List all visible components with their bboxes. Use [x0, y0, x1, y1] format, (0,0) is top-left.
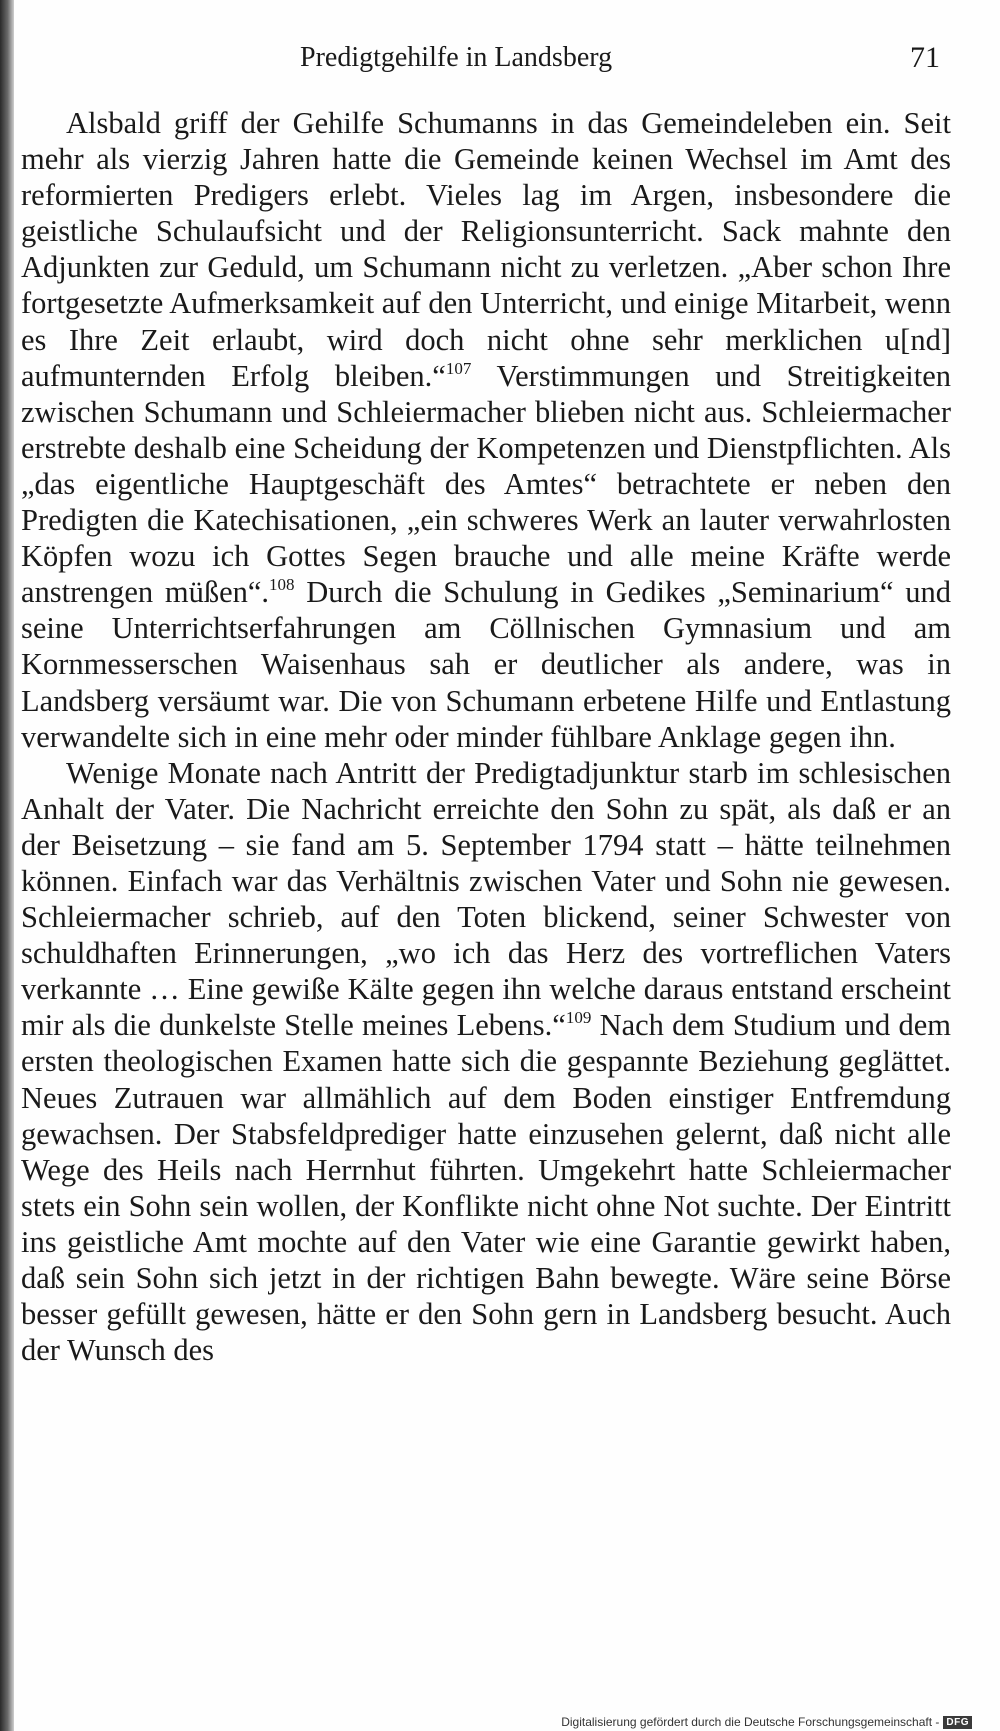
footnote-ref-109[interactable]: 109	[565, 1008, 592, 1028]
paragraph-1	[21, 105, 951, 755]
footer-credit: Digitalisierung gefördert durch die Deutsche Forschungsgemeinschaft -	[561, 1715, 940, 1729]
paragraph-1-part-1: Alsbald griff der Gehilfe Schumanns in das Gemeindeleben ein. Seit mehr als vierzig Jahren hatte die Gemeinde keinen Wechsel im Amt des reformierten Predigers erlebt. Vieles lag im Argen, insbesondere die geistliche Schulaufsicht und der Religionsunterricht. Sack mahnte den Adjunkten zur Geduld, um Schumann nicht zu verletzen. „Aber schon Ihre fortgesetzte Aufmerksamkeit auf den Unterricht, und einige Mitarbeit, wenn es Ihre Zeit erlaubt, wird doch nicht ohne sehr merklichen u[nd] aufmunternden Erfolg bleiben.“	[21, 106, 951, 393]
page-number: 71	[910, 41, 940, 74]
footnote-ref-108[interactable]: 108	[269, 575, 295, 595]
paragraph-1-part-3: Durch die Schulung in Gedikes „Seminarium“ und seine Unterrichtserfahrungen am Cöllnischen Gymnasium und am Kornmesserschen Waisenhaus sah er deutlicher als andere, was in Landsberg versäumt war. Die von Schumann erbetene Hilfe und Entlastung verwandelte sich in eine mehr oder minder fühlbare Anklage gegen ihn.	[21, 575, 951, 754]
paragraph-2-part-1: Wenige Monate nach Antritt der Predigtadjunktur starb im schlesischen Anhalt der Vater. Die Nachricht erreichte den Sohn zu spät, als daß er an der Beisetzung – sie fand am 5. September 1794 statt – hätte teilnehmen können. Einfach war das Verhältnis zwischen Vater und Sohn nie gewesen. Schleiermacher schrieb, auf den Toten blickend, seiner Schwester von schuldhaften Erinnerungen, „wo ich das Herz des vortreflichen Vaters verkannte … Eine gewiße Kälte gegen ihn welche daraus entstand erscheint mir als die dunkelste Stelle meines Lebens.“	[21, 755, 951, 1043]
book-spine-shadow	[0, 0, 14, 1731]
body-text	[21, 105, 951, 1368]
paragraph-2-part-2: Nach dem Studium und dem ersten theologischen Examen hatte sich die gespannte Beziehung geglättet. Neues Zutrauen war allmählich auf dem Boden einstiger Entfremdung gewachsen. Der Stabsfeldprediger hatte einzusehen gelernt, daß nicht alle Wege des Heils nach Herrnhut führten. Umgekehrt hatte Schleiermacher stets ein Sohn sein wollen, der Konflikte nicht ohne Not suchte. Der Eintritt ins geistliche Amt mochte auf den Vater wie eine Garantie gewirkt haben, daß sein Sohn sich jetzt in der richtigen Bahn bewegte. Wäre seine Börse besser gefüllt gewesen, hätte er den Sohn gern in Landsberg besucht. Auch der Wunsch des	[21, 1008, 951, 1368]
running-header	[300, 38, 940, 78]
paragraph-1-part-2: Verstimmungen und Streitigkeiten zwischen Schumann und Schleiermacher blieben nicht aus. Schleiermacher erstrebte deshalb eine Scheidung der Kompetenzen und Dienstpflichten. Als „das eigentliche Hauptgeschäft des Amtes“ betrachtete er neben den Predigten die Katechisationen, „ein schweres Werk an lauter verwahrlosten Köpfen wozu ich Gottes Segen brauche und alle meine Kräfte werde anstrengen müßen“.	[21, 358, 951, 610]
dfg-logo: DFG	[943, 1716, 972, 1729]
paragraph-2	[21, 755, 951, 1369]
footnote-ref-107[interactable]: 107	[445, 358, 472, 378]
running-title: Predigtgehilfe in Landsberg	[300, 42, 613, 73]
digitization-footer	[561, 1715, 972, 1729]
